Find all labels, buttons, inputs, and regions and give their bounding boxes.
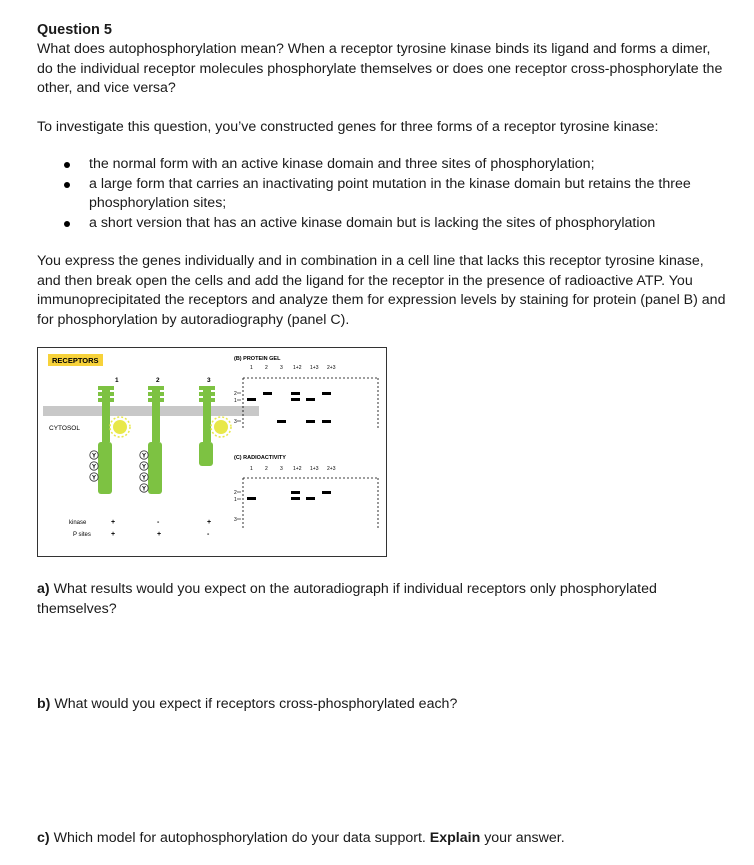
- size-label: 2: [234, 391, 237, 397]
- question-c: [37, 829, 727, 849]
- panel-c-bands: [247, 491, 331, 500]
- lane-label: 2: [265, 365, 268, 371]
- panel-b-bands: [247, 392, 331, 423]
- question-a: [37, 580, 727, 619]
- panel-b-label: (B) PROTEIN GEL: [234, 356, 281, 362]
- receptor-number-2: 2: [156, 377, 160, 384]
- panel-c-frame: [243, 478, 378, 528]
- list-item: a short version that has an active kinase domain but is lacking the sites of phosphorylation: [89, 214, 727, 234]
- question-c-explain: Explain: [429, 830, 481, 846]
- lane-label: 1+2: [293, 365, 302, 371]
- intro-paragraph: What does autophosphorylation mean? When a receptor tyrosine kinase binds its ligand and forms a dimer, do the individual receptor molecules phosphorylate themselves or does one receptor cross-phosphorylate the other, and vice versa?: [37, 41, 723, 96]
- size-label: 3: [234, 419, 237, 425]
- cytosol-label: CYTOSOL: [49, 425, 80, 432]
- list-item: the normal form with an active kinase domain and three sites of phosphorylation;: [89, 155, 727, 175]
- panel-b-lanes: [250, 365, 336, 371]
- kinase-value-2: -: [157, 519, 160, 526]
- figure-svg: [38, 348, 386, 556]
- receptor-number-1: 1: [115, 377, 119, 384]
- list-item: a large form that carries an inactivating point mutation in the kinase domain but retains the three phosphorylation sites;: [89, 175, 727, 214]
- size-label: 1: [234, 497, 237, 503]
- receptor-forms-list: [37, 155, 727, 233]
- receptors-label: RECEPTORS: [52, 356, 99, 365]
- psite-value-3: -: [207, 531, 210, 538]
- kinase-value-1: +: [111, 519, 116, 526]
- ligand-1: [110, 417, 130, 437]
- lane-label: 2+3: [327, 365, 336, 371]
- tyr-label: Y: [142, 453, 147, 460]
- psite-value-2: +: [157, 531, 162, 538]
- receptor-number-3: 3: [207, 377, 211, 384]
- panel-c-label: (C) RADIOACTIVITY: [234, 455, 286, 461]
- size-label: 3: [234, 517, 237, 523]
- experiment-paragraph: You express the genes individually and in combination in a cell line that lacks this receptor tyrosine kinase, and then break open the cells and add the ligand for the receptor in the presence of radioactive ATP. You immunoprecipitated the receptors and analyze them for expression levels by staining for protein (panel B) and for phosphorylation by autoradiography (panel C).: [37, 253, 726, 328]
- kinase-value-3: +: [207, 519, 212, 526]
- receptor-2: [140, 386, 164, 494]
- tyr-label: Y: [142, 475, 147, 482]
- size-label: 2: [234, 490, 237, 496]
- lane-label: 2+3: [327, 466, 336, 472]
- question-a-text: What results would you expect on the autoradiograph if individual receptors only phosphorylated themselves?: [37, 581, 657, 617]
- question-b: [37, 695, 727, 715]
- investigate-paragraph: To investigate this question, you’ve constructed genes for three forms of a receptor tyrosine kinase:: [37, 118, 659, 135]
- psites-label: P sites: [73, 532, 91, 538]
- receptor-1: [90, 386, 114, 494]
- question-b-label: b): [37, 696, 51, 712]
- tyr-label: Y: [92, 475, 97, 482]
- question-b-text: What would you expect if receptors cross-phosphorylated each?: [54, 696, 458, 712]
- panel-c-lanes: [250, 466, 336, 472]
- lane-label: 1+3: [310, 466, 319, 472]
- panel-c-size-markers: [234, 490, 241, 523]
- kinase-label: kinase: [69, 520, 87, 526]
- question-title: Question 5: [37, 22, 112, 38]
- membrane: [43, 406, 259, 416]
- lane-label: 3: [280, 466, 283, 472]
- ligand-3: [211, 417, 231, 437]
- question-c-text-end: your answer.: [484, 830, 565, 846]
- lane-label: 3: [280, 365, 283, 371]
- lane-label: 1: [250, 466, 253, 472]
- question-a-label: a): [37, 581, 50, 597]
- tyr-label: Y: [142, 486, 147, 493]
- question-c-label: c): [37, 830, 50, 846]
- tyr-label: Y: [142, 464, 147, 471]
- psite-value-1: +: [111, 531, 116, 538]
- size-label: 1: [234, 398, 237, 404]
- receptor-3: [199, 386, 215, 466]
- lane-label: 2: [265, 466, 268, 472]
- tyr-label: Y: [92, 453, 97, 460]
- lane-label: 1: [250, 365, 253, 371]
- experiment-figure: [37, 347, 387, 557]
- tyr-label: Y: [92, 464, 97, 471]
- question-body: [37, 20, 727, 557]
- question-c-text: Which model for autophosphorylation do your data support.: [53, 830, 426, 846]
- lane-label: 1+2: [293, 466, 302, 472]
- lane-label: 1+3: [310, 365, 319, 371]
